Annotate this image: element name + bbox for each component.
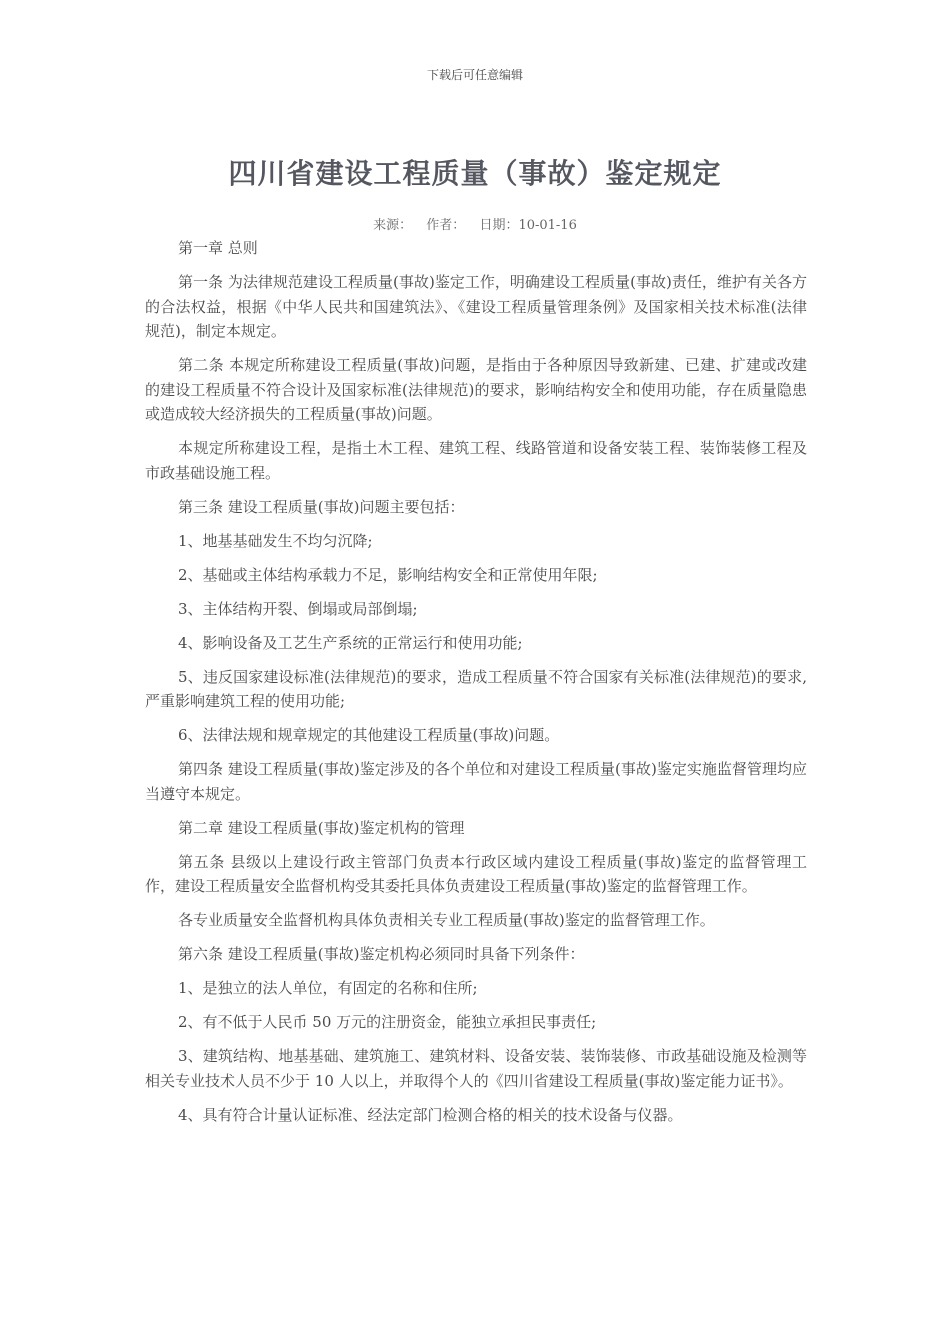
paragraph: 第三条 建设工程质量(事故)问题主要包括： (178, 497, 465, 516)
paragraph: 第一条 为法律规范建设工程质量(事故)鉴定工作，明确建设工程质量(事故)责任，维护有关各方的合法权益，根据《中华人民共和国建筑法》、《建设工程质量管理条例》及国家相关技术标准(法律规范)，制定本规定。 (145, 273, 807, 340)
paragraph: 2、有不低于人民币 50 万元的注册资金，能独立承担民事责任; (178, 1013, 597, 1031)
paragraph: 第二条 本规定所称建设工程质量(事故)问题，是指由于各种原因导致新建、已建、扩建或改建的建设工程质量不符合设计及国家标准(法律规范)的要求，影响结构安全和使用功能，存在质量隐患或造成较大经济损失的工程质量(事故)问题。 (145, 356, 807, 423)
paragraph: 1、地基基础发生不均匀沉降; (178, 531, 373, 550)
meta-line (0, 214, 950, 233)
paragraph: 本规定所称建设工程，是指土木工程、建筑工程、线路管道和设备安装工程、装饰装修工程及市政基础设施工程。 (145, 439, 807, 482)
paragraph: 4、影响设备及工艺生产系统的正常运行和使用功能; (178, 633, 523, 652)
header-note: 下载后可任意编辑 (426, 68, 523, 82)
paragraph: 3、建筑结构、地基基础、建筑施工、建筑材料、设备安装、装饰装修、市政基础设施及检测等相关专业技术人员不少于 10 人以上，并取得个人的《四川省建设工程质量(事故)鉴定能力证书》。 (145, 1047, 807, 1090)
paragraph: 5、违反国家建设标准(法律规范)的要求，造成工程质量不符合国家有关标准(法律规范)的要求,严重影响建筑工程的使用功能; (145, 667, 807, 710)
paragraph: 6、法律法规和规章规定的其他建设工程质量(事故)问题。 (178, 726, 560, 744)
page-title: 四川省建设工程质量（事故）鉴定规定 (228, 157, 722, 190)
paragraph: 第四条 建设工程质量(事故)鉴定涉及的各个单位和对建设工程质量(事故)鉴定实施监督管理均应当遵守本规定。 (145, 760, 807, 803)
paragraph: 3、主体结构开裂、倒塌或局部倒塌; (178, 599, 418, 618)
meta-author: 作者： (426, 218, 466, 233)
paragraph: 2、基础或主体结构承载力不足，影响结构安全和正常使用年限; (178, 565, 598, 584)
paragraph: 第一章 总则 (178, 239, 258, 257)
document-body (145, 236, 807, 1137)
paragraph: 4、具有符合计量认证标准、经法定部门检测合格的相关的技术设备与仪器。 (178, 1105, 683, 1124)
meta-date: 日期：10-01-16 (479, 218, 577, 233)
paragraph: 第二章 建设工程质量(事故)鉴定机构的管理 (178, 818, 465, 837)
paragraph: 第六条 建设工程质量(事故)鉴定机构必须同时具备下列条件： (178, 945, 585, 963)
paragraph: 第五条 县级以上建设行政主管部门负责本行政区域内建设工程质量(事故)鉴定的监督管理工作，建设工程质量安全监督机构受其委托具体负责建设工程质量(事故)鉴定的监督管理工作。 (145, 852, 807, 895)
paragraph: 1、是独立的法人单位，有固定的名称和住所; (178, 979, 478, 997)
paragraph: 各专业质量安全监督机构具体负责相关专业工程质量(事故)鉴定的监督管理工作。 (178, 911, 715, 929)
meta-source: 来源： (373, 218, 413, 233)
